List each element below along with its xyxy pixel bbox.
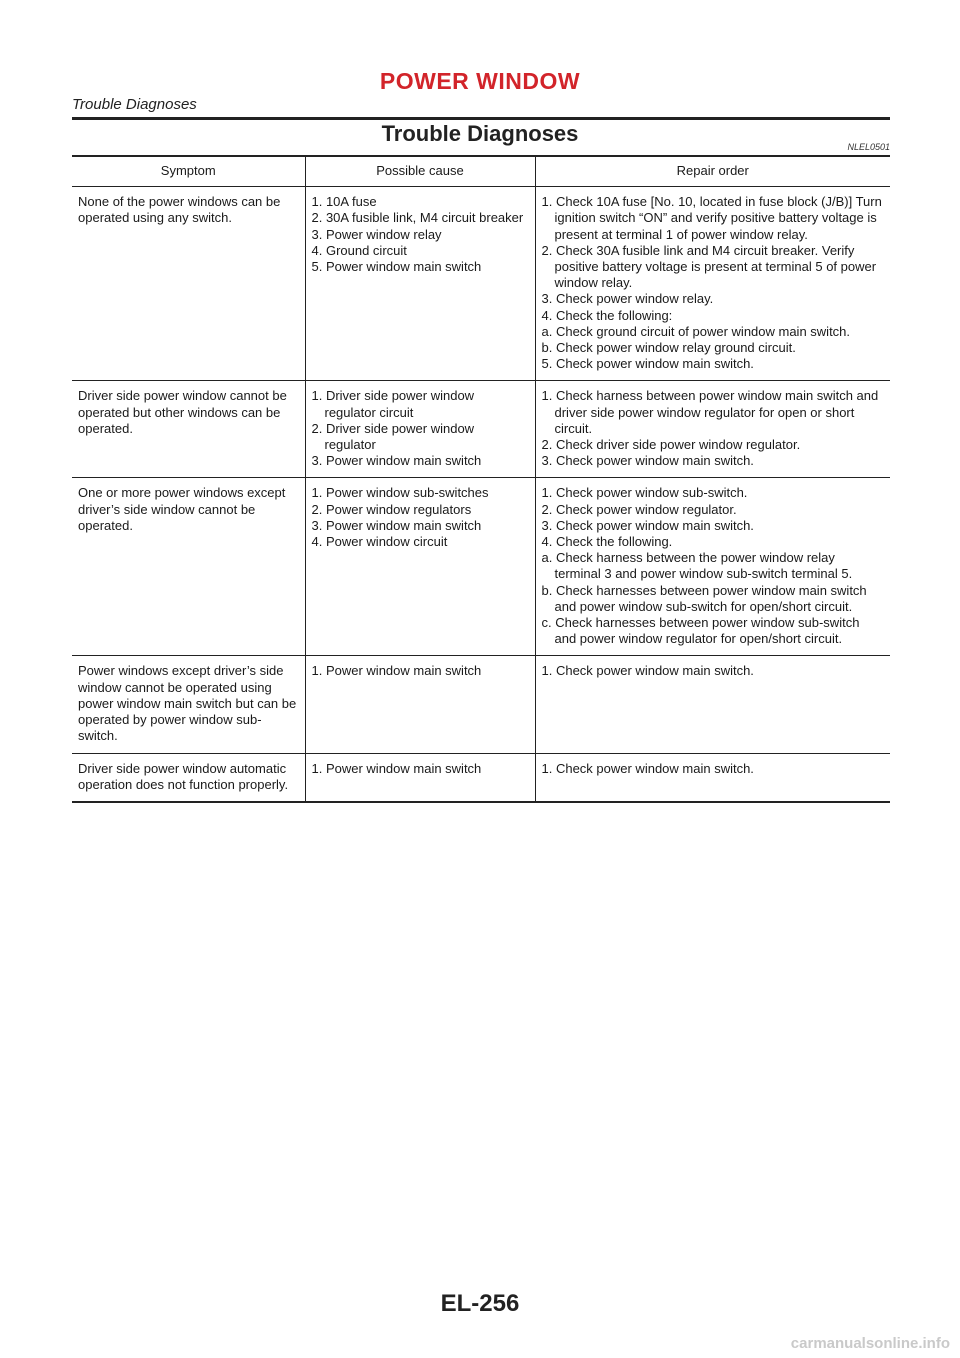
repair-step: 3. Check power window relay. [541,291,714,307]
cause-item: 3. Power window relay [311,226,442,242]
table-row [72,753,890,802]
repair-step: b. Check power window relay ground circuit. [541,340,796,356]
repair-step: 1. Check power window main switch. [541,760,754,776]
repair-step: 2. Check driver side power window regulator. [541,437,801,453]
column-header-possible-cause: Possible cause [305,156,535,187]
repair-cell [535,478,890,656]
repair-step: c. Check harnesses between power window sub-switch and power window regulator for open/short circuit. [541,615,860,647]
table-row [72,656,890,753]
page-header-subtitle: Trouble Diagnoses [72,96,197,113]
symptom-cell: None of the power windows can be operated using any switch. [72,187,305,381]
repair-cell [535,187,890,381]
repair-step: b. Check harnesses between power window main switch and power window sub-switch for open/short circuit. [541,582,867,614]
table-row [72,381,890,478]
symptom-cell: Power windows except driver’s side window cannot be operated using power window main switch but can be operated by power window sub-switch. [72,656,305,753]
repair-cell [535,381,890,478]
repair-step: 1. Check power window main switch. [541,663,754,679]
page-number: EL-256 [440,1290,520,1317]
repair-step: a. Check harness between the power window relay terminal 3 and power window sub-switch terminal 5. [541,550,853,582]
cause-cell [305,753,535,802]
cause-item: 1. 10A fuse [311,194,377,210]
symptom-cell: Driver side power window cannot be operated but other windows can be operated. [72,381,305,478]
cause-item: 2. Power window regulators [311,501,472,517]
repair-step: 2. Check 30A fusible link and M4 circuit breaker. Verify positive battery voltage is present at terminal 5 of power window relay. [541,242,877,291]
section-reference-code: NLEL0501 [847,142,890,152]
cause-item: 1. Power window main switch [311,663,482,679]
repair-cell [535,753,890,802]
cause-item: 3. Power window main switch [311,517,482,533]
repair-step: 2. Check power window regulator. [541,501,737,517]
repair-step: 3. Check power window main switch. [541,453,754,469]
symptom-cell: One or more power windows except driver’s side window cannot be operated. [72,478,305,656]
cause-item: 3. Power window main switch [311,453,482,469]
cause-cell [305,381,535,478]
column-header-repair-order: Repair order [535,156,890,187]
repair-cell [535,656,890,753]
symptom-cell: Driver side power window automatic operation does not function properly. [72,753,305,802]
cause-item: 2. Driver side power window regulator [311,420,475,453]
cause-item: 4. Ground circuit [311,242,407,258]
repair-step: 5. Check power window main switch. [541,356,754,372]
repair-step: 3. Check power window main switch. [541,517,754,533]
cause-item: 2. 30A fusible link, M4 circuit breaker [311,210,524,226]
section-title: Trouble Diagnoses [381,121,579,146]
cause-item: 1. Power window sub-switches [311,485,489,501]
column-header-symptom: Symptom [72,156,305,187]
cause-item: 1. Power window main switch [311,760,482,776]
table-row [72,187,890,381]
header-rule [72,117,890,120]
repair-step: 1. Check harness between power window main switch and driver side power window regulator for open or short circuit. [541,388,879,436]
repair-step: 1. Check 10A fuse [No. 10, located in fuse block (J/B)] Turn ignition switch “ON” and verify positive battery voltage is present at terminal 1 of power window relay. [541,194,882,242]
cause-item: 4. Power window circuit [311,534,448,550]
page-header-title: POWER WINDOW [379,68,581,94]
cause-item: 1. Driver side power window regulator circuit [311,388,475,420]
repair-step: a. Check ground circuit of power window main switch. [541,323,851,339]
repair-step: 1. Check power window sub-switch. [541,485,748,501]
repair-step: 4. Check the following. [541,534,673,550]
cause-item: 5. Power window main switch [311,259,482,275]
cause-cell [305,656,535,753]
table-row [72,478,890,656]
trouble-diagnoses-table [72,155,890,803]
repair-step: 4. Check the following: [541,307,673,323]
cause-cell [305,187,535,381]
cause-cell [305,478,535,656]
table-header-row [72,156,890,187]
watermark: carmanualsonline.info [790,1335,950,1352]
